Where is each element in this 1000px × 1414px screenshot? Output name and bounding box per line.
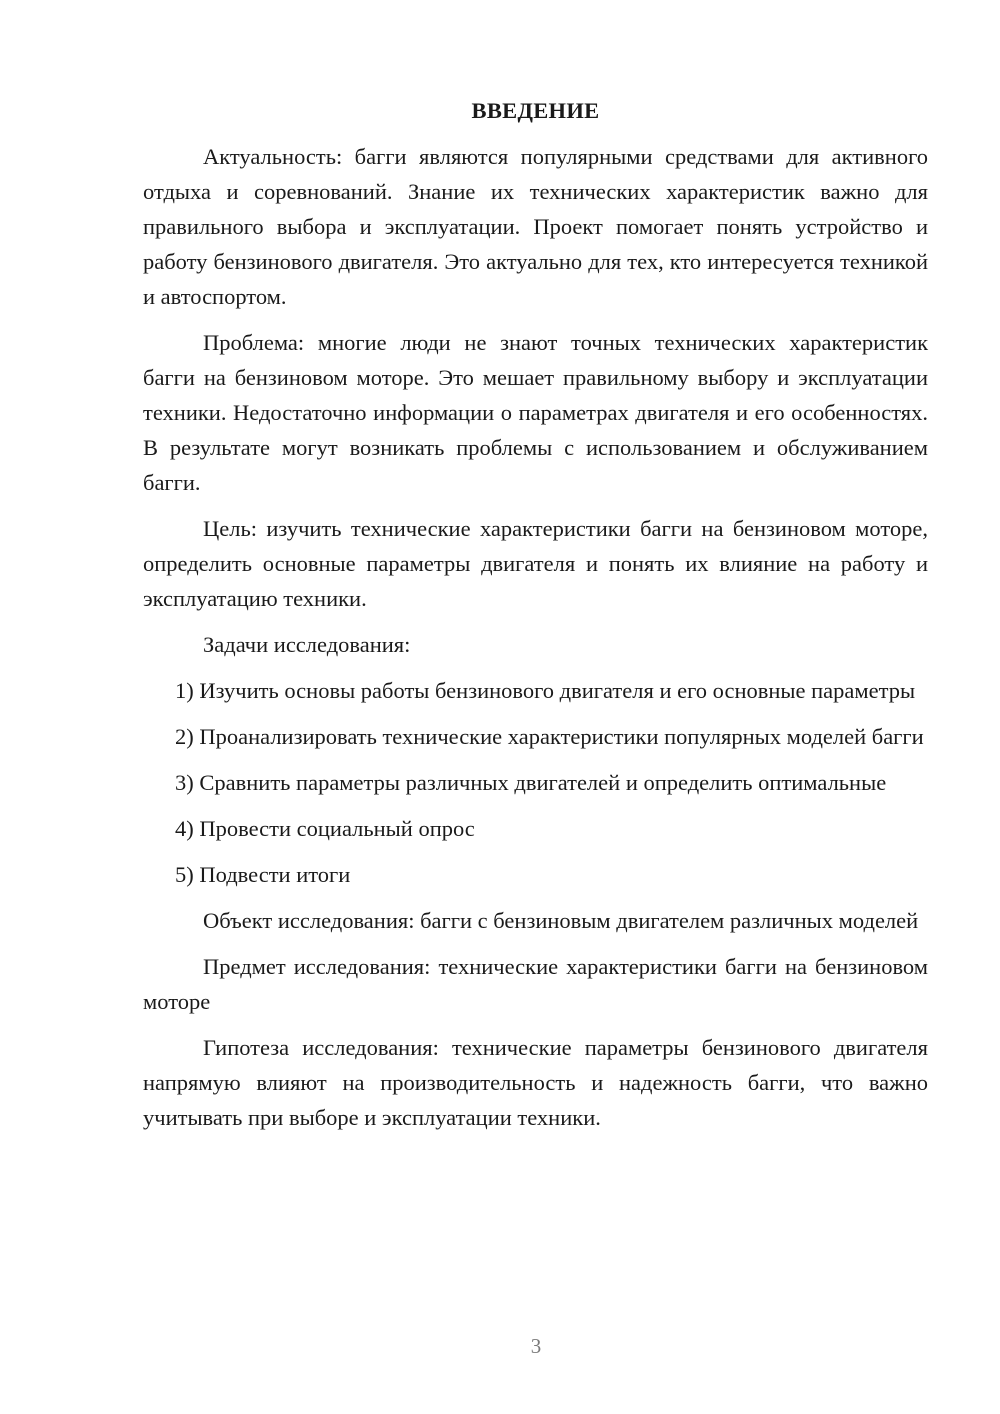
- object-paragraph: Объект исследования: багги с бензиновым двигателем различных моделей: [203, 908, 919, 933]
- list-item: 5) Подвести итоги: [175, 862, 351, 887]
- list-item: 1) Изучить основы работы бензинового двигателя и его основные параметры: [175, 678, 916, 703]
- list-item: 3) Сравнить параметры различных двигателей и определить оптимальные: [175, 770, 887, 795]
- document-body: [143, 93, 928, 1146]
- goal-paragraph: Цель: изучить технические характеристики багги на бензиновом моторе, определить основные параметры двигателя и понять их влияние на работу и эксплуатацию техники.: [143, 516, 928, 611]
- list-item: 2) Проанализировать технические характеристики популярных моделей багги: [175, 724, 924, 749]
- page-number: 3: [530, 1334, 542, 1358]
- list-item: 4) Провести социальный опрос: [175, 816, 475, 841]
- relevance-paragraph: Актуальность: багги являются популярными средствами для активного отдыха и соревнований. Знание их технических характеристик важно для правильного выбора и эксплуатации. Проект помогает понять устройство и работу бензинового двигателя. Это актуально для тех, кто интересуется техникой и автоспортом.: [143, 144, 928, 309]
- tasks-heading: Задачи исследования:: [203, 632, 411, 657]
- section-title: ВВЕДЕНИЕ: [471, 98, 600, 123]
- hypothesis-paragraph: Гипотеза исследования: технические параметры бензинового двигателя напрямую влияют на производительность и надежность багги, что важно учитывать при выборе и эксплуатации техники.: [143, 1035, 928, 1130]
- tasks-list: [143, 673, 928, 892]
- problem-paragraph: Проблема: многие люди не знают точных технических характеристик багги на бензиновом моторе. Это мешает правильному выбору и эксплуатации техники. Недостаточно информации о параметрах двигателя и его особенностях. В результате могут возникать проблемы с использованием и обслуживанием багги.: [143, 330, 928, 495]
- subject-paragraph: Предмет исследования: технические характеристики багги на бензиновом моторе: [143, 954, 928, 1014]
